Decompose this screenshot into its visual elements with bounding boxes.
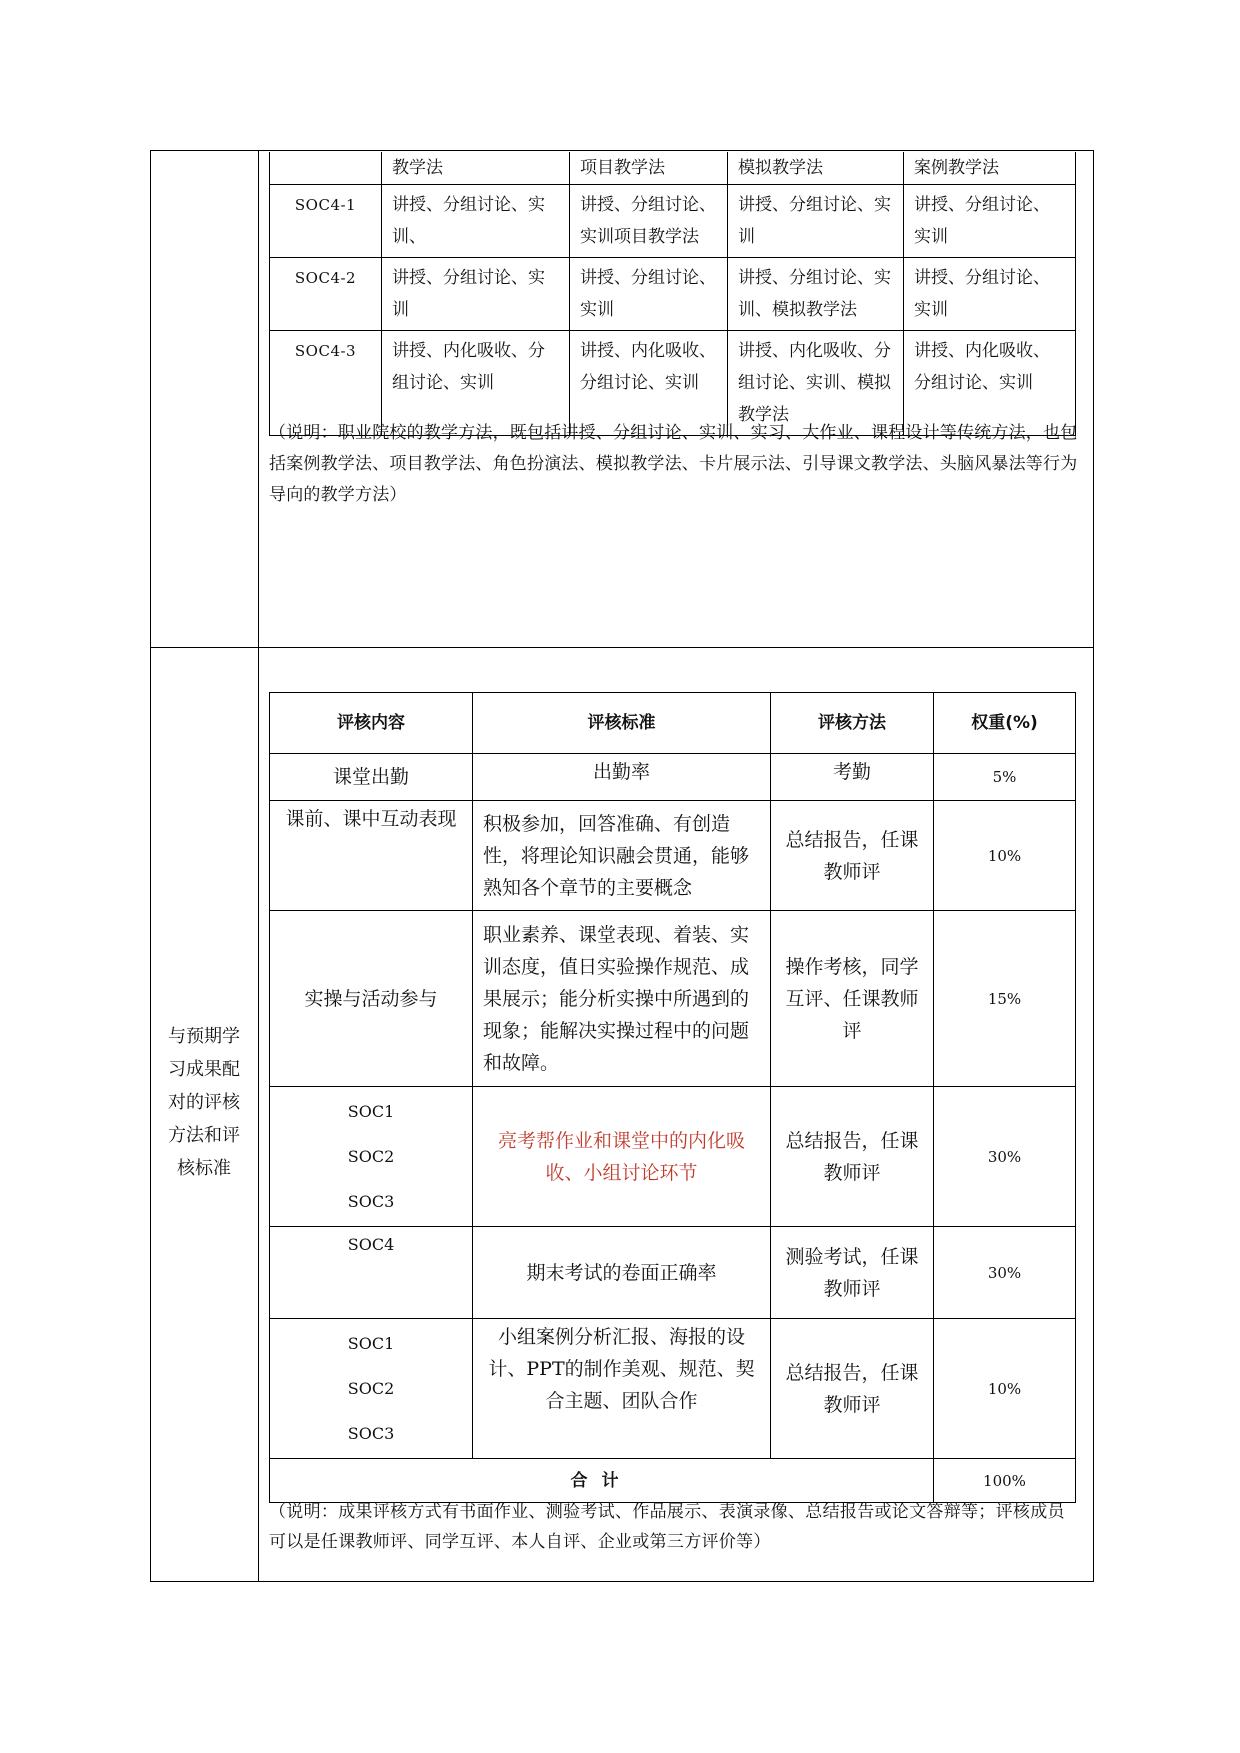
table-cell: 讲授、内化吸收、分组讨论、实训: [904, 331, 1076, 436]
soc-code: SOC1: [347, 1102, 395, 1121]
table-header-row: [270, 152, 1076, 185]
assessment-standard: 期末考试的卷面正确率: [473, 1227, 771, 1319]
teaching-methods-table: [269, 152, 1076, 436]
row-divider: [150, 647, 1094, 648]
table-row: [270, 1087, 1076, 1227]
teaching-methods-note: （说明：职业院校的教学方法，既包括讲授、分组讨论、实训、实习、大作业、课程设计等传统方法，也包括案例教学法、项目教学法、角色扮演法、模拟教学法、卡片展示法、引导课文教学法、头脑风暴法等行为导向的教学方法）: [269, 423, 1078, 505]
row-code: SOC4-1: [270, 185, 382, 258]
soc-code: SOC4: [347, 1235, 395, 1254]
table-cell: 讲授、分组讨论、实训项目教学法: [570, 185, 728, 258]
assessment-standard: 亮考帮作业和课堂中的内化吸收、小组讨论环节: [473, 1087, 771, 1227]
assessment-standard: 职业素养、课堂表现、着装、实训态度，值日实验操作规范、成果展示；能分析实操中所遇到的现象；能解决实操过程中的问题和故障。: [473, 911, 771, 1087]
header-cell: 权重(%): [934, 693, 1076, 754]
assessment-method: 测验考试，任课教师评: [771, 1227, 934, 1319]
table-cell: 讲授、内化吸收、分组讨论、实训: [382, 331, 570, 436]
column-divider: [258, 150, 259, 1582]
header-cell: 评核标准: [473, 693, 771, 754]
table-cell: 讲授、分组讨论、实训: [904, 185, 1076, 258]
assessment-standard: 积极参加，回答准确、有创造性，将理论知识融会贯通，能够熟知各个章节的主要概念: [473, 801, 771, 911]
assessment-content: 课前、课中互动表现: [270, 801, 473, 911]
header-cell: [270, 152, 382, 185]
assessment-note: （说明：成果评核方式有书面作业、测验考试、作品展示、表演录像、总结报告或论文答辩等；评核成员可以是任课教师评、同学互评、本人自评、企业或第三方评价等）: [269, 1502, 1065, 1552]
table-row: [270, 1227, 1076, 1319]
assessment-standard: 出勤率: [473, 754, 771, 801]
assessment-method: 总结报告，任课教师评: [771, 1087, 934, 1227]
soc-code: SOC1: [347, 1334, 395, 1353]
soc-code: SOC3: [347, 1192, 395, 1211]
soc-code: SOC3: [347, 1424, 395, 1443]
table-cell: 讲授、分组讨论、实训: [382, 258, 570, 331]
assessment-method: 总结报告，任课教师评: [771, 1319, 934, 1459]
assessment-method: 操作考核，同学互评、任课教师评: [771, 911, 934, 1087]
table-header-row: [270, 693, 1076, 754]
section-label-line: 方法和评: [168, 1125, 240, 1146]
assessment-content: 课堂出勤: [270, 754, 473, 801]
assessment-method: 考勤: [771, 754, 934, 801]
table-row: [270, 911, 1076, 1087]
table-row: [270, 185, 1076, 258]
section-label-line: 与预期学: [168, 1026, 240, 1047]
assessment-standard: 小组案例分析汇报、海报的设计、PPT的制作美观、规范、契合主题、团队合作: [473, 1319, 771, 1459]
assessment-weight: 15%: [934, 911, 1076, 1087]
assessment-method: 总结报告，任课教师评: [771, 801, 934, 911]
table-cell: 讲授、内化吸收、分组讨论、实训、模拟教学法: [728, 331, 904, 436]
table-row: [270, 258, 1076, 331]
section-label-line: 对的评核: [168, 1092, 240, 1113]
table-cell: 讲授、分组讨论、实训: [904, 258, 1076, 331]
total-label: 合计: [270, 1459, 934, 1503]
assessment-codes: [270, 1319, 473, 1459]
total-value: 100%: [934, 1459, 1076, 1503]
table-cell: 讲授、内化吸收、分组讨论、实训: [570, 331, 728, 436]
header-cell: 案例教学法: [904, 152, 1076, 185]
table-cell: 讲授、分组讨论、实训、模拟教学法: [728, 258, 904, 331]
assessment-weight: 5%: [934, 754, 1076, 801]
header-cell: 教学法: [382, 152, 570, 185]
table-cell: 讲授、分组讨论、实训: [728, 185, 904, 258]
table-cell: 讲授、分组讨论、实训: [570, 258, 728, 331]
table-row: [270, 1319, 1076, 1459]
row-code: SOC4-2: [270, 258, 382, 331]
table-row: [270, 801, 1076, 911]
header-cell: 评核方法: [771, 693, 934, 754]
soc-code: SOC2: [347, 1147, 395, 1166]
header-cell: 项目教学法: [570, 152, 728, 185]
assessment-weight: 10%: [934, 1319, 1076, 1459]
assessment-codes: [270, 1227, 473, 1319]
assessment-codes: [270, 1087, 473, 1227]
section-label: [150, 1020, 258, 1185]
section-label-line: 习成果配: [168, 1059, 240, 1080]
header-cell: 模拟教学法: [728, 152, 904, 185]
assessment-content: 实操与活动参与: [270, 911, 473, 1087]
table-cell: 讲授、分组讨论、实训、: [382, 185, 570, 258]
header-cell: 评核内容: [270, 693, 473, 754]
assessment-weight: 30%: [934, 1227, 1076, 1319]
assessment-table: [269, 692, 1076, 1503]
soc-code: SOC2: [347, 1379, 395, 1398]
table-row: [270, 754, 1076, 801]
assessment-weight: 10%: [934, 801, 1076, 911]
section-label-line: 核标准: [177, 1158, 231, 1179]
assessment-weight: 30%: [934, 1087, 1076, 1227]
row-code: SOC4-3: [270, 331, 382, 436]
total-row: [270, 1459, 1076, 1503]
